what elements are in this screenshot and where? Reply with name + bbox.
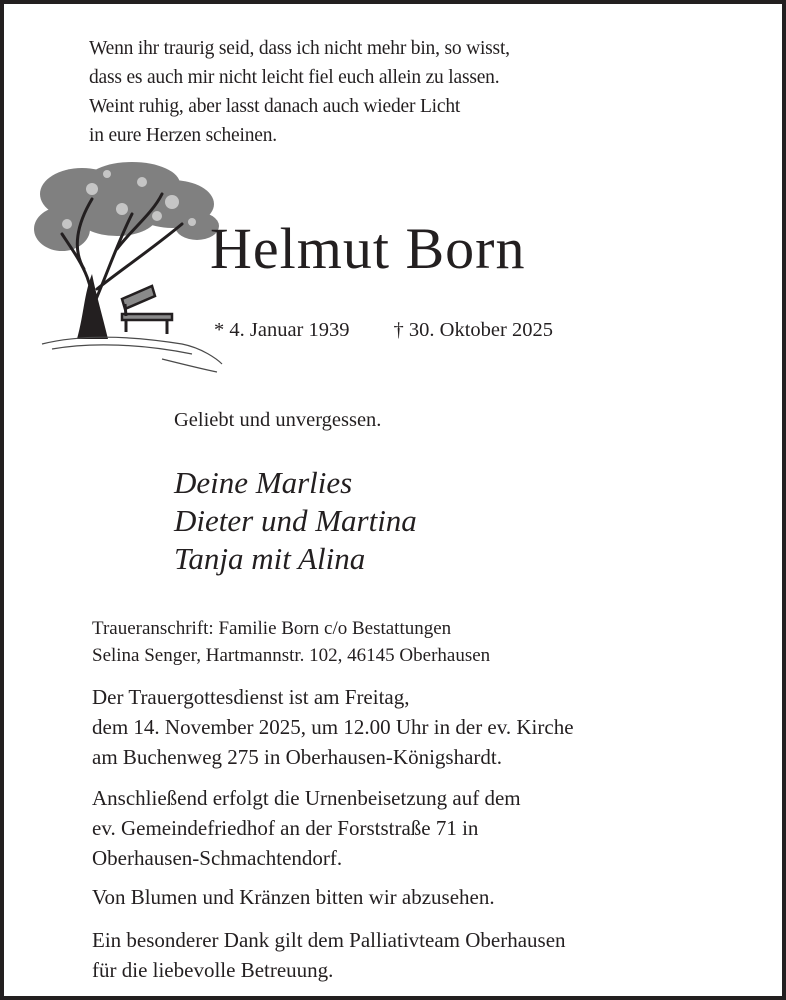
family-line: Dieter und Martina (174, 503, 417, 538)
mourning-address (92, 615, 490, 669)
death-date: † 30. Oktober 2025 (393, 319, 553, 341)
service-line: am Buchenweg 275 in Oberhausen-Königshardt. (92, 745, 502, 769)
burial-line: ev. Gemeindefriedhof an der Forststraße 71 in (92, 816, 479, 840)
family-signatures (174, 464, 417, 578)
poem-line: dass es auch mir nicht leicht fiel euch allein zu lassen. (89, 67, 500, 88)
flowers-note (92, 882, 495, 912)
burial-info (92, 783, 521, 873)
life-dates (214, 316, 553, 344)
thanks-line: für die liebevolle Betreuung. (92, 958, 334, 982)
family-line: Tanja mit Alina (174, 541, 366, 576)
tree-with-bench-icon (22, 154, 232, 374)
service-line: dem 14. November 2025, um 12.00 Uhr in der ev. Kirche (92, 715, 574, 739)
thanks-note (92, 925, 566, 985)
service-line: Der Trauergottesdienst ist am Freitag, (92, 685, 410, 709)
funeral-service-info (92, 682, 574, 772)
flowers-note-line: Von Blumen und Kränzen bitten wir abzusehen. (92, 885, 495, 909)
address-line: Selina Senger, Hartmannstr. 102, 46145 Oberhausen (92, 645, 491, 666)
address-line: Traueranschrift: Familie Born c/o Bestattungen (92, 618, 452, 639)
poem (89, 34, 510, 150)
thanks-line: Ein besonderer Dank gilt dem Palliativteam Oberhausen (92, 928, 566, 952)
motto: Geliebt und unvergessen. (174, 409, 382, 431)
poem-line: in eure Herzen scheinen. (89, 125, 277, 146)
deceased-name: Helmut Born (210, 216, 526, 281)
birth-date: * 4. Januar 1939 (214, 319, 350, 341)
burial-line: Oberhausen-Schmachtendorf. (92, 846, 343, 870)
burial-line: Anschließend erfolgt die Urnenbeisetzung auf dem (92, 786, 521, 810)
poem-line: Weint ruhig, aber lasst danach auch wieder Licht (89, 96, 461, 117)
poem-line: Wenn ihr traurig seid, dass ich nicht mehr bin, so wisst, (89, 38, 510, 59)
family-line: Deine Marlies (174, 465, 353, 500)
